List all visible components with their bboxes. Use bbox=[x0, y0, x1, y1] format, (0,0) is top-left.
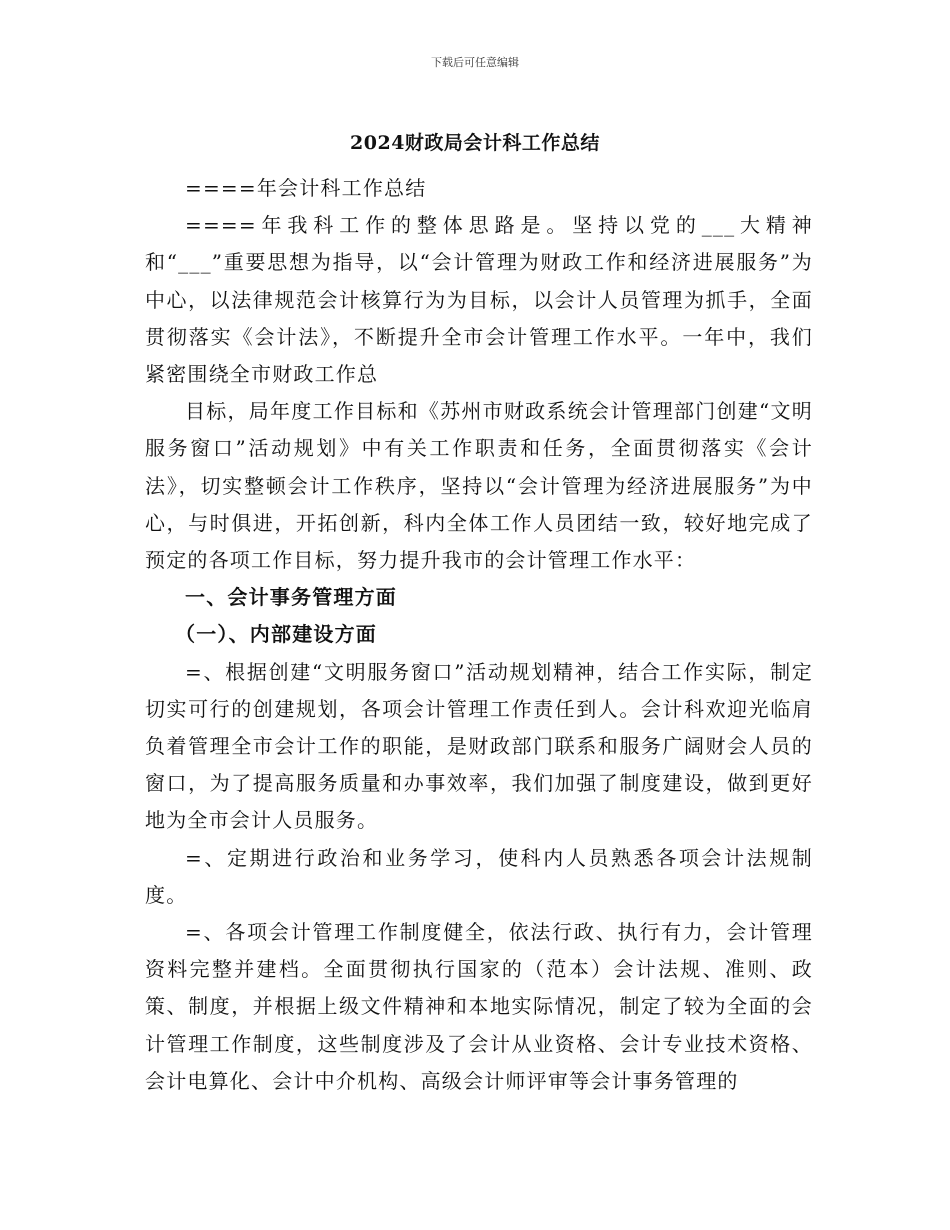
list-item: =、定期进行政治和业务学习，使科内人员熟悉各项会计法规制度。 bbox=[145, 845, 813, 907]
paragraph: ====年会计科工作总结 bbox=[185, 176, 427, 200]
subsection-heading: （一）、内部建设方面 bbox=[175, 622, 377, 647]
section-heading: 一、会计事务管理方面 bbox=[185, 585, 397, 610]
list-item: =、各项会计管理工作制度健全，依法行政、执行有力，会计管理资料完整并建档。全面贯彻执行国家的（范本）会计法规、准则、政策、制度，并根据上级文件精神和本地实际情况，制定了较为全面的会计管理工作制度，这些制度涉及了会计从业资格、会计专业技术资格、会计电算化、会计中介机构、高级会计师评审等会计事务管理的 bbox=[145, 920, 813, 1093]
paragraph: ====年我科工作的整体思路是。坚持以党的___大精神和“___”重要思想为指导，以“会计管理为财政工作和经济进展服务”为中心，以法律规范会计核算行为为目标，以会计人员管理为抓手，全面贯彻落实《会计法》，不断提升全市会计管理工作水平。一年中，我们紧密围绕全市财政工作总 bbox=[145, 213, 813, 387]
list-item: =、根据创建“文明服务窗口”活动规划精神，结合工作实际，制定切实可行的创建规划，各项会计管理工作责任到人。会计科欢迎光临肩负着管理全市会计工作的职能，是财政部门联系和服务广阔财会人员的窗口，为了提高服务质量和办事效率，我们加强了制度建设，做到更好地为全市会计人员服务。 bbox=[145, 659, 813, 833]
page-header-note: 下载后可任意编辑 bbox=[431, 56, 519, 69]
document-title: 2024财政局会计科工作总结 bbox=[350, 132, 600, 154]
document-body bbox=[145, 170, 813, 1100]
paragraph: 目标，局年度工作目标和《苏州市财政系统会计管理部门创建“文明服务窗口”活动规划》中有关工作职责和任务，全面贯彻落实《会计法》，切实整顿会计工作秩序，坚持以“会计管理为经济进展服务”为中心，与时俱进，开拓创新，科内全体工作人员团结一致，较好地完成了预定的各项工作目标，努力提升我市的会计管理工作水平： bbox=[145, 399, 813, 573]
